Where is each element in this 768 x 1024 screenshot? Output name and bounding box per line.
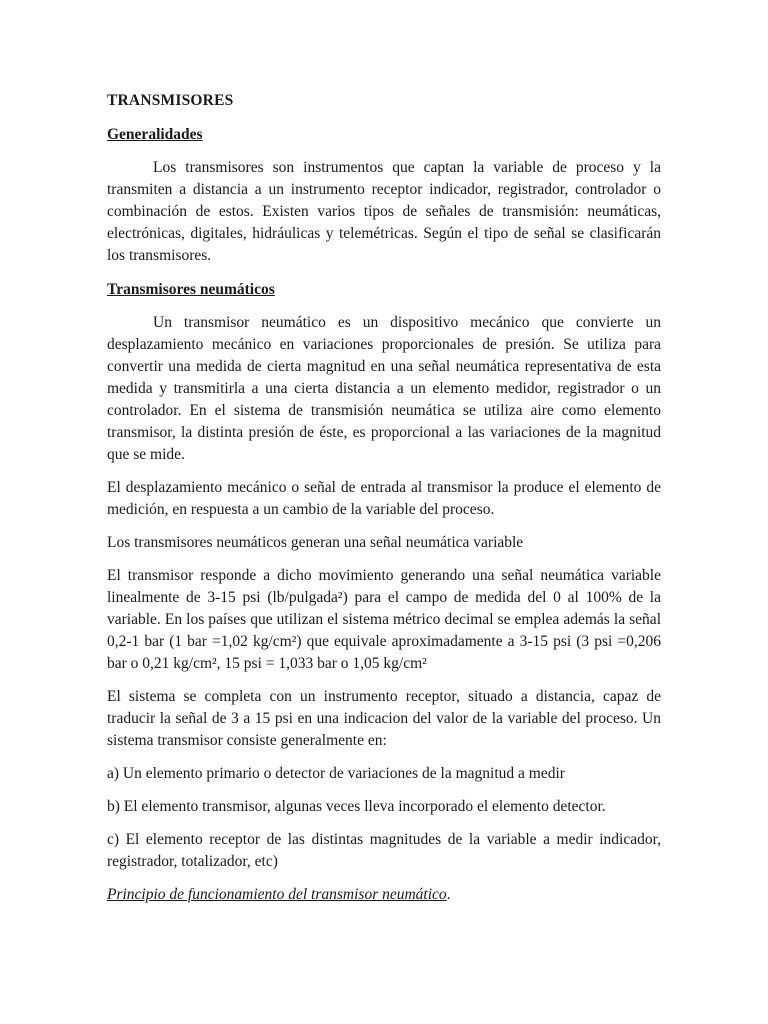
list-item-a: a) Un elemento primario o detector de variaciones de la magnitud a medir (107, 765, 565, 782)
heading-generalidades: Generalidades (107, 126, 203, 143)
list-item-b: b) El elemento transmisor, algunas veces lleva incorporado el elemento detector. (107, 798, 606, 815)
paragraph-respuesta: El transmisor responde a dicho movimiento generando una señal neumática variable linealmente de 3-15 psi (lb/pulgada²) para el campo de medida del 0 al 100% de la variable. En los países que utilizan el sistema métrico decimal se emplea además la señal 0,2-1 bar (1 bar =1,02 kg/cm²) que equivale aproximadamente a 3-15 psi (3 psi =0,206 bar o 0,21 kg/cm², 15 psi = 1,033 bar o 1,05 kg/cm² (107, 567, 661, 672)
paragraph-desplazamiento: El desplazamiento mecánico o señal de entrada al transmisor la produce el elemento de medición, en respuesta a un cambio de la variable del proceso. (107, 479, 661, 518)
heading-principio-text: Principio de funcionamiento del transmisor neumático (107, 886, 447, 903)
heading-transmisores-neumaticos: Transmisores neumáticos (107, 281, 275, 298)
paragraph-senal-variable: Los transmisores neumáticos generan una señal neumática variable (107, 534, 524, 551)
list-item-c: c) El elemento receptor de las distintas magnitudes de la variable a medir indicador, registrador, totalizador, etc) (107, 831, 661, 870)
paragraph-generalidades: Los transmisores son instrumentos que captan la variable de proceso y la transmiten a distancia a un instrumento receptor indicador, registrador, controlador o combinación de estos. Existen varios tipos de señales de transmisión: neumáticas, electrónicas, digitales, hidráulicas y telemétricas. Según el tipo de señal se clasificarán los transmisores. (107, 159, 661, 264)
heading-principio-funcionamiento (107, 884, 661, 906)
document-title: TRANSMISORES (107, 92, 234, 109)
paragraph-sistema: El sistema se completa con un instrumento receptor, situado a distancia, capaz de traducir la señal de 3 a 15 psi en una indicacion del valor de la variable del proceso. Un sistema transmisor consiste generalmente en: (107, 688, 661, 749)
paragraph-definicion: Un transmisor neumático es un dispositivo mecánico que convierte un desplazamiento mecánico en variaciones proporcionales de presión. Se utiliza para convertir una medida de cierta magnitud en una señal neumática representativa de esta medida y transmitirla a una cierta distancia a un elemento medidor, registrador o un controlador. En el sistema de transmisión neumática se utiliza aire como elemento transmisor, la distinta presión de éste, es proporcional a las variaciones de la magnitud que se mide. (107, 314, 661, 463)
heading-principio-period: . (446, 886, 451, 903)
document-body (107, 90, 661, 906)
